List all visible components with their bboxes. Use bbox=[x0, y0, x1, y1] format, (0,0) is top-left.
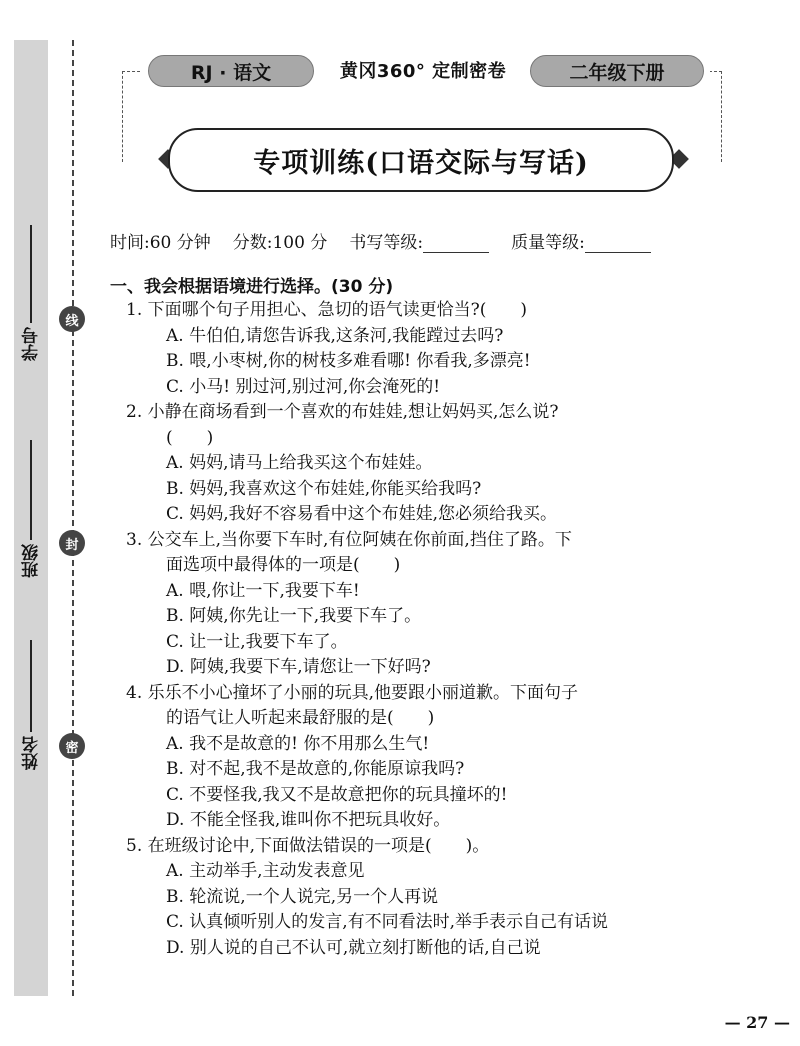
name-field[interactable] bbox=[14, 640, 48, 770]
option-c[interactable]: C. 妈妈,我好不容易看中这个布娃娃,您必须给我买。 bbox=[166, 504, 558, 524]
writing-grade-blank[interactable] bbox=[423, 234, 489, 253]
question-5 bbox=[110, 834, 735, 962]
question-stem-cont: ( ) bbox=[166, 427, 214, 448]
question-list bbox=[110, 298, 735, 961]
exam-info bbox=[110, 228, 740, 253]
option-b[interactable]: B. 阿姨,你先让一下,我要下车了。 bbox=[166, 606, 422, 626]
option-a[interactable]: A. 牛伯伯,请您告诉我,这条河,我能蹚过去吗? bbox=[166, 325, 504, 346]
class-field[interactable] bbox=[14, 440, 48, 578]
section-title: 一、我会根据语境进行选择。(30 分) bbox=[110, 277, 394, 297]
option-b[interactable]: B. 喂,小枣树,你的树枝多难看哪! 你看我,多漂亮! bbox=[166, 351, 531, 371]
option-b[interactable]: B. 妈妈,我喜欢这个布娃娃,你能买给我吗? bbox=[166, 478, 482, 499]
header-row bbox=[140, 55, 710, 87]
seal-mark-feng: 封 bbox=[59, 530, 85, 556]
question-stem-cont: 面选项中最得体的一项是( ) bbox=[166, 555, 401, 575]
option-c[interactable]: C. 让一让,我要下车了。 bbox=[166, 631, 348, 652]
subject-pill: RJ · 语文 bbox=[148, 55, 314, 87]
name-label: 姓名 bbox=[21, 736, 42, 770]
option-a[interactable]: A. 我不是故意的! 你不用那么生气! bbox=[166, 733, 430, 754]
question-stem-cont: 的语气让人听起来最舒服的是( ) bbox=[166, 708, 435, 728]
option-d[interactable]: D. 不能全怪我,谁叫你不把玩具收好。 bbox=[166, 810, 451, 830]
series-title: 黄冈360° 定制密卷 bbox=[339, 61, 507, 82]
quality-grade-blank[interactable] bbox=[585, 234, 651, 253]
option-a[interactable]: A. 妈妈,请马上给我买这个布娃娃。 bbox=[166, 453, 433, 473]
option-d[interactable]: D. 别人说的自己不认可,就立刻打断他的话,自己说 bbox=[166, 937, 541, 958]
option-c[interactable]: C. 认真倾听别人的发言,有不同看法时,举手表示自己有话说 bbox=[166, 912, 609, 932]
seal-mark-mi: 密 bbox=[59, 733, 85, 759]
question-stem: 5. 在班级讨论中,下面做法错误的一项是( )。 bbox=[126, 835, 490, 856]
question-3 bbox=[110, 528, 735, 681]
option-a[interactable]: A. 喂,你让一下,我要下车! bbox=[166, 580, 360, 601]
option-a[interactable]: A. 主动举手,主动发表意见 bbox=[166, 861, 365, 881]
page-title: 专项训练(口语交际与写话) bbox=[253, 147, 589, 179]
class-line bbox=[30, 440, 32, 540]
time-info: 时间:60 分钟 bbox=[110, 233, 211, 253]
question-stem: 4. 乐乐不小心撞坏了小丽的玩具,他要跟小丽道歉。下面句子 bbox=[126, 682, 579, 703]
seal-mark-xian: 线 bbox=[59, 306, 85, 332]
name-line bbox=[30, 640, 32, 732]
question-4 bbox=[110, 681, 735, 834]
question-stem: 3. 公交车上,当你要下车时,有位阿姨在你前面,挡住了路。下 bbox=[126, 529, 572, 550]
writing-grade-label: 书写等级: bbox=[349, 233, 424, 253]
option-c[interactable]: C. 小马! 别过河,别过河,你会淹死的! bbox=[166, 376, 441, 397]
question-2 bbox=[110, 400, 735, 528]
option-c[interactable]: C. 不要怪我,我又不是故意把你的玩具撞坏的! bbox=[166, 784, 508, 805]
score-info: 分数:100 分 bbox=[232, 233, 328, 253]
title-box bbox=[168, 128, 674, 192]
page-number: — 27 — bbox=[724, 1013, 790, 1032]
question-1 bbox=[110, 298, 735, 400]
student-no-line bbox=[30, 225, 32, 323]
quality-grade-label: 质量等级: bbox=[511, 233, 585, 253]
question-stem: 2. 小静在商场看到一个喜欢的布娃娃,想让妈妈买,怎么说? bbox=[126, 402, 559, 422]
class-label: 班级 bbox=[21, 544, 42, 578]
student-no-label: 学号 bbox=[21, 327, 42, 361]
cut-line bbox=[72, 40, 74, 996]
question-stem: 1. 下面哪个句子用担心、急切的语气读更恰当?( ) bbox=[126, 300, 528, 320]
option-b[interactable]: B. 轮流说,一个人说完,另一个人再说 bbox=[166, 886, 439, 907]
student-no-field[interactable] bbox=[14, 225, 48, 361]
option-d[interactable]: D. 阿姨,我要下车,请您让一下好吗? bbox=[166, 657, 431, 677]
option-b[interactable]: B. 对不起,我不是故意的,你能原谅我吗? bbox=[166, 759, 465, 779]
grade-pill: 二年级下册 bbox=[530, 55, 704, 87]
